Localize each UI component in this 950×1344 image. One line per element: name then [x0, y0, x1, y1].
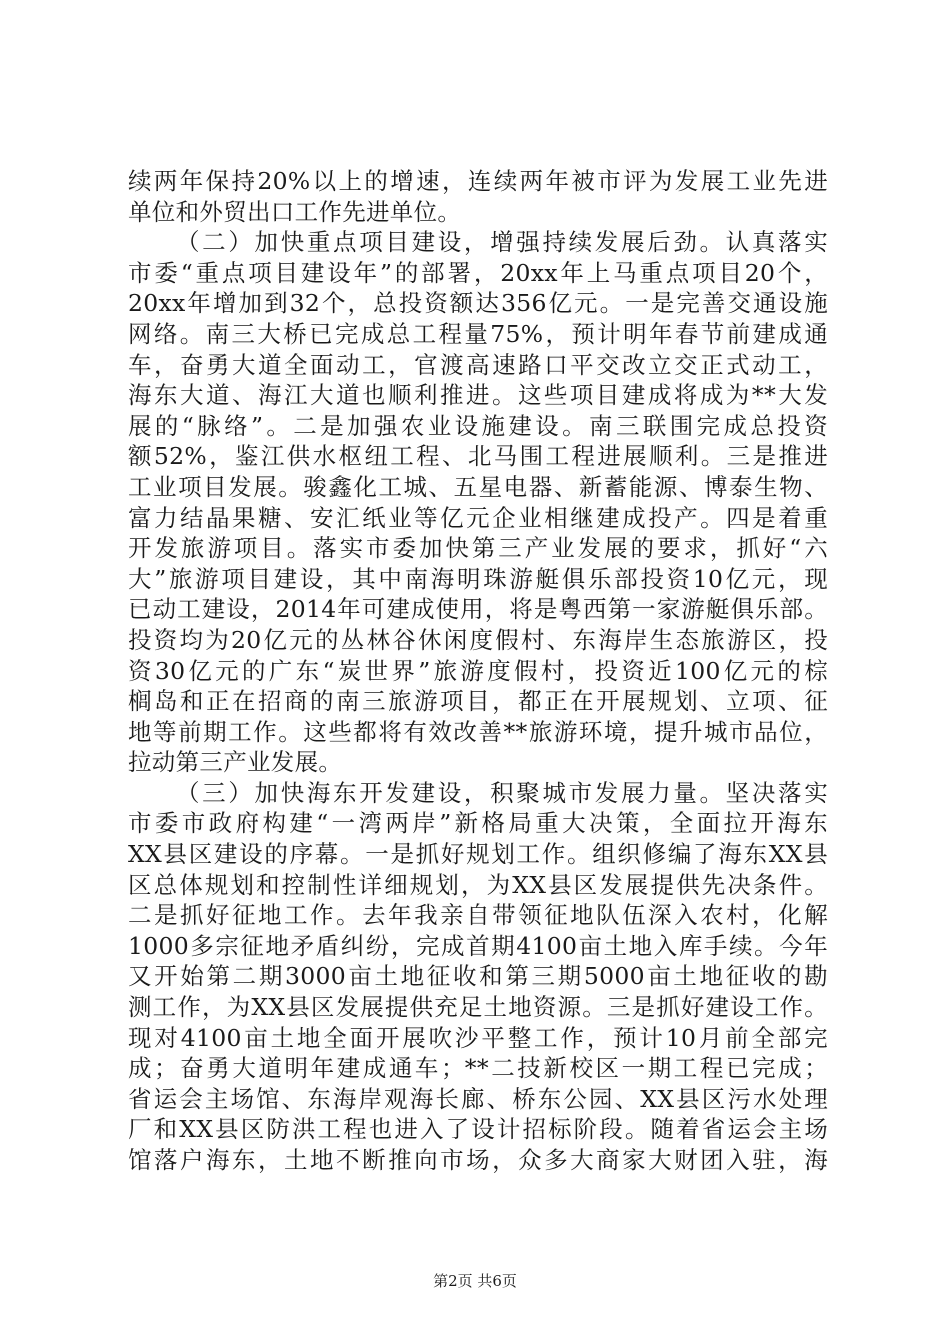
- text-line: 展的“脉络”。二是加强农业设施建设。南三联围完成总投资: [128, 411, 828, 440]
- text-line: 榈岛和正在招商的南三旅游项目，都正在开展规划、立项、征: [128, 687, 828, 716]
- text-line: 资30亿元的广东“炭世界”旅游度假村，投资近100亿元的棕: [128, 656, 828, 685]
- text-line: 市委“重点项目建设年”的部署，20xx年上马重点项目20个，: [128, 258, 828, 287]
- text-line: 拉动第三产业发展。: [128, 748, 343, 777]
- text-line: 工业项目发展。骏鑫化工城、五星电器、新蓄能源、博泰生物、: [128, 472, 828, 501]
- text-line: 1000多宗征地矛盾纠纷，完成首期4100亩土地入库手续。今年: [128, 931, 828, 960]
- text-line: 成；奋勇大道明年建成通车；**二技新校区一期工程已完成；: [128, 1054, 828, 1083]
- text-line: 厂和XX县区防洪工程也进入了设计招标阶段。随着省运会主场: [128, 1115, 828, 1144]
- text-line: 20xx年增加到32个，总投资额达356亿元。一是完善交通设施: [128, 289, 828, 318]
- text-line: 又开始第二期3000亩土地征收和第三期5000亩土地征收的勘: [128, 962, 828, 991]
- text-line: 额52%，鉴江供水枢纽工程、北马围工程进展顺利。三是推进: [128, 442, 828, 471]
- text-line: （三）加快海东开发建设，积聚城市发展力量。坚决落实: [176, 778, 828, 807]
- text-line: 地等前期工作。这些都将有效改善**旅游环境，提升城市品位，: [128, 717, 828, 746]
- text-line: 测工作，为XX县区发展提供充足土地资源。三是抓好建设工作。: [128, 993, 828, 1022]
- text-line: 二是抓好征地工作。去年我亲自带领征地队伍深入农村，化解: [128, 901, 828, 930]
- text-line: 省运会主场馆、东海岸观海长廊、桥东公园、XX县区污水处理: [128, 1084, 828, 1113]
- text-line: 馆落户海东，土地不断推向市场，众多大商家大财团入驻，海: [128, 1146, 828, 1174]
- text-line: 单位和外贸出口工作先进单位。: [128, 197, 462, 226]
- text-line: 投资均为20亿元的丛林谷休闲度假村、东海岸生态旅游区，投: [128, 625, 828, 654]
- text-line: 现对4100亩土地全面开展吹沙平整工作，预计10月前全部完: [128, 1023, 828, 1052]
- text-line: 市委市政府构建“一湾两岸”新格局重大决策，全面拉开海东: [128, 809, 828, 838]
- document-body: [128, 166, 828, 1176]
- page-footer: 第2页 共6页: [433, 1272, 517, 1290]
- text-line: 富力结晶果糖、安汇纸业等亿元企业相继建成投产。四是着重: [128, 503, 828, 532]
- text-line: 区总体规划和控制性详细规划，为XX县区发展提供先决条件。: [128, 870, 828, 899]
- text-line: 海东大道、海江大道也顺利推进。这些项目建成将成为**大发: [128, 381, 828, 410]
- text-line: 大”旅游项目建设，其中南海明珠游艇俱乐部投资10亿元，现: [128, 564, 828, 593]
- text-line: 已动工建设，2014年可建成使用，将是粤西第一家游艇俱乐部。: [128, 595, 828, 624]
- text-line: 车，奋勇大道全面动工，官渡高速路口平交改立交正式动工，: [128, 350, 828, 379]
- text-line: 网络。南三大桥已完成总工程量75%，预计明年春节前建成通: [128, 319, 828, 348]
- text-line: （二）加快重点项目建设，增强持续发展后劲。认真落实: [176, 228, 828, 257]
- text-line: XX县区建设的序幕。一是抓好规划工作。组织修编了海东XX县: [128, 840, 828, 869]
- text-line: 开发旅游项目。落实市委加快第三产业发展的要求，抓好“六: [128, 534, 828, 563]
- text-line: 续两年保持20%以上的增速，连续两年被市评为发展工业先进: [128, 167, 828, 195]
